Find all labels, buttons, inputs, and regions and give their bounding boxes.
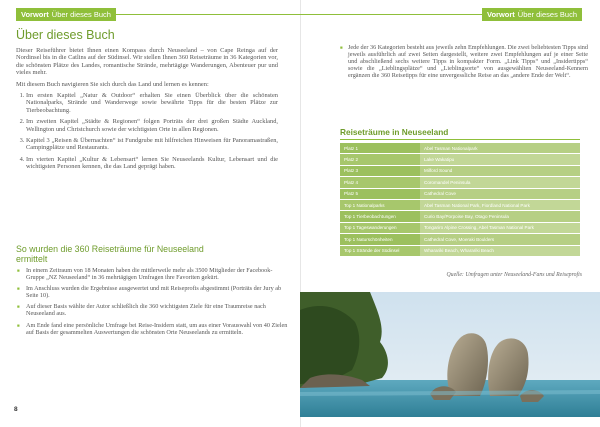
subheading: So wurden die 360 Reiseträume für Neuseeland ermittelt — [16, 244, 204, 264]
section-title: Über dieses Buch — [51, 9, 111, 19]
section-tab — [16, 8, 116, 21]
rank-cell: Top 1 Tageswanderungen — [340, 222, 420, 233]
list-item: 1. Im ersten Kapitel „Natur & Outdoor“ erhalten Sie einen Überblick über die schönsten Nationalparks, Strände und Wanderwege sowie bewährte Tipps für die besten Plätze zur Tierbeobachtung. — [26, 92, 278, 114]
rank-cell: Platz 4 — [340, 177, 420, 188]
section-tab — [482, 8, 582, 21]
table-row — [340, 154, 580, 165]
table-row — [340, 245, 580, 256]
rank-cell: Platz 2 — [340, 154, 420, 165]
list-item: 2. Im zweiten Kapitel „Städte & Regionen“ folgen Porträts der drei großen Städte Auckland, Wellington und Christchurch sowie der wichtigsten Orte in allen Regionen. — [26, 118, 278, 133]
section-label: Vorwort — [487, 9, 515, 19]
list-item: 3. Kapitel 3 „Reisen & Übernachten“ ist Fundgrube mit hilfreichen Hinweisen für Panoramastraßen, Campingplätze und Restaurants. — [26, 137, 278, 152]
split-apple-rock-image — [300, 292, 600, 417]
running-header — [16, 6, 300, 22]
categories-list — [340, 44, 588, 79]
table-title: Reiseträume in Neuseeland — [340, 127, 449, 137]
table-row — [340, 234, 580, 245]
structure-intro: Mit diesem Buch navigieren Sie sich durch das Land und lernen es kennen: — [16, 80, 209, 88]
place-cell: Coromandel Peninsula — [420, 177, 580, 188]
list-item: ■ Jede der 36 Kategorien besteht aus jeweils zehn Empfehlungen. Die zwei beliebtesten Tipps sind jeweils ausführlich auf zwei Seiten dargestellt, weitere zwei Empfehlungen auf je einer Seite und abschließend sechs weitere Tipps in kompakter Form. „Link Tipps“ und „Insidertipps“ sowie die „Lieblingsplätze“ und „Lieblingsorte“ von ausgewählten Neuseeland-Kennern ergänzen die 360 Reisetipps für eine unvergessliche Reise an das „andere Ende der Welt“. — [348, 44, 588, 79]
page-title: Über dieses Buch — [16, 28, 115, 42]
place-cell: Curio Bay/Porpoise Bay, Otago Peninsula — [420, 211, 580, 222]
page-number: 8 — [14, 406, 18, 413]
rank-cell: Top 1 Strände der Südinsel — [340, 245, 420, 256]
rank-cell: Top 1 Naturschönheiten — [340, 234, 420, 245]
chapter-list — [16, 92, 278, 171]
place-cell: Abel Tasman Nationalpark — [420, 143, 580, 154]
list-item: 4. Im vierten Kapitel „Kultur & Lebensart“ lernen Sie Neuseelands Kultur, Lebensart und die wichtigsten Personen kennen, die das Land geprägt haben. — [26, 156, 278, 171]
running-header — [300, 6, 582, 22]
place-cell: Wharariki Beach, Wharariki Beach — [420, 245, 580, 256]
place-cell: Cathedral Cove — [420, 188, 580, 199]
list-item: ■ Am Ende fand eine persönliche Umfrage bei Reise-Insidern statt, um aus einer Vorauswahl von 40 Zielen auf Basis der gesammelten Auswertungen die schönsten Orte Neuseelands zu ermitteln. — [26, 322, 288, 336]
place-cell: Tongariro Alpine Crossing, Abel Tasman National Park — [420, 222, 580, 233]
header-rule — [116, 14, 300, 15]
coastal-rock-photo — [300, 292, 600, 417]
place-cell: Abel Tasman National Park, Fiordland National Park — [420, 199, 580, 210]
rank-cell: Top 1 Nationalparks — [340, 199, 420, 210]
method-list — [16, 267, 288, 340]
intro-paragraph: Dieser Reiseführer bietet Ihnen einen Kompass durch Neuseeland – von Cape Reinga auf der Nordinsel bis in die Catlins auf der Südinsel. Wir stellen Ihnen 360 Reiseträume in 36 Kategorien vor, die schönsten Plätze des Landes, romantische Strände, mehrtägige Wanderungen, Abenteuer pur und vieles mehr. — [16, 47, 278, 77]
rank-cell: Platz 3 — [340, 165, 420, 176]
section-label: Vorwort — [21, 9, 49, 19]
table-row — [340, 188, 580, 199]
list-item: ■ Im Anschluss wurden die Ergebnisse ausgewertet und mit Reiseprofis abgestimmt (Porträts der Jury ab Seite 10). — [26, 285, 288, 299]
rank-cell: Platz 1 — [340, 143, 420, 154]
intro-block — [16, 47, 278, 175]
table-rule — [340, 139, 580, 140]
table-row — [340, 199, 580, 210]
place-cell: Lake Wakatipu — [420, 154, 580, 165]
table-source-caption: Quelle: Umfragen unter Neuseeland-Fans und Reiseprofis — [446, 272, 582, 278]
place-cell: Cathedral Cove, Moeraki Boulders — [420, 234, 580, 245]
list-item: ■ Auf dieser Basis wählte der Autor schließlich die 360 wichtigsten Ziele für eine Traumreise nach Neuseeland aus. — [26, 303, 288, 317]
right-page — [300, 0, 600, 427]
ranking-table — [340, 143, 580, 257]
section-title: Über dieses Buch — [517, 9, 577, 19]
table-row — [340, 211, 580, 222]
rank-cell: Top 1 Tierbeobachtungen — [340, 211, 420, 222]
table-row — [340, 143, 580, 154]
table-row — [340, 165, 580, 176]
header-rule — [300, 14, 482, 15]
list-item: ■ In einem Zeitraum von 18 Monaten haben die mittlerweile mehr als 3500 Mitglieder der Facebook-Gruppe „NZ Neuseeland“ in 36 mehrtägigen Umfragen ihre Favoriten gekürt. — [26, 267, 288, 281]
place-cell: Milford Sound — [420, 165, 580, 176]
table-row — [340, 222, 580, 233]
rank-cell: Platz 5 — [340, 188, 420, 199]
table-row — [340, 177, 580, 188]
